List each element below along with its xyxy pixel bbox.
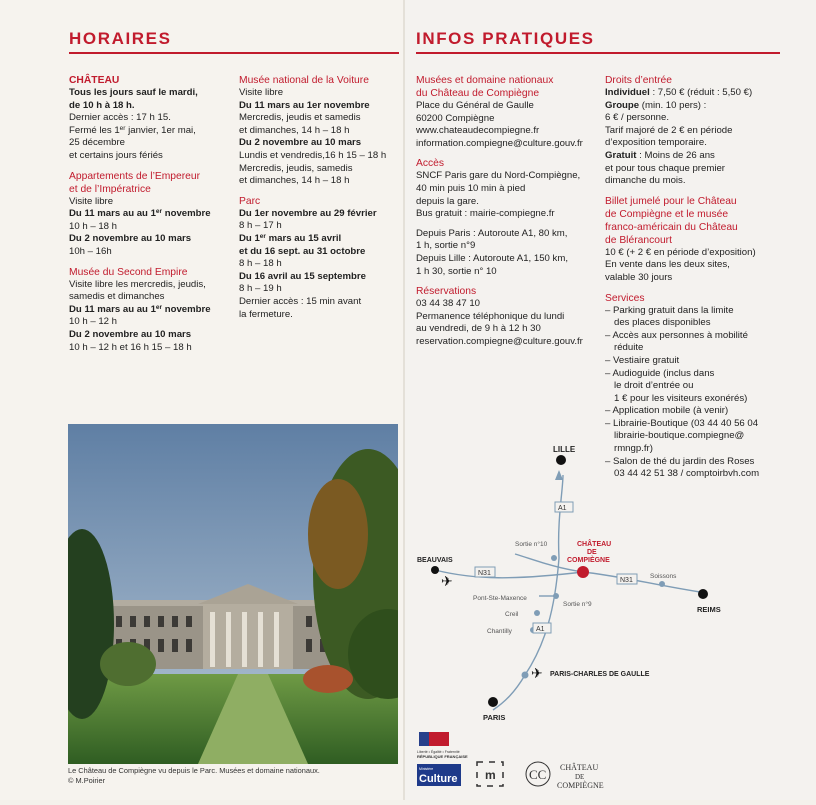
reservations-line: au vendredi, de 9 h à 12 h 30	[416, 323, 541, 335]
acces-heading: Accès	[416, 158, 445, 170]
droits-line: et pour tous chaque premier	[605, 162, 725, 174]
map-label-n31-right: N31	[620, 577, 633, 584]
billet-heading: Billet jumelé pour le Château	[605, 195, 737, 207]
voiture-line: Du 11 mars au 1er novembre	[239, 99, 370, 111]
cdg-dot	[522, 672, 529, 679]
republique-name: RÉPUBLIQUE FRANÇAISE	[417, 754, 468, 759]
rmn-logo-text: m	[485, 768, 496, 782]
chateau-line: Tous les jours sauf le mardi,	[69, 87, 198, 98]
horaires-title: HORAIRES	[69, 29, 172, 48]
parc-line: 8 h – 19 h	[239, 283, 282, 295]
voiture-line: Mercredis, jeudis et samedis	[239, 112, 361, 124]
acces-line: 1 h, sortie n°9	[416, 240, 476, 252]
droits-line: Gratuit : Moins de 26 ans	[605, 149, 715, 161]
chateau-logo-text: CHÂTEAU	[560, 763, 599, 772]
infos-col-left	[416, 74, 604, 349]
services-item: – Accès aux personnes à mobilité	[605, 330, 810, 343]
map-label-beauvais: BEAUVAIS	[417, 557, 453, 564]
appartements-line: Du 11 mars au au 1er novembre	[69, 208, 211, 220]
services-item: 1 € pour les visiteurs exonérés)	[614, 392, 748, 404]
appartements-line: 10h – 16h	[69, 245, 112, 257]
chateau-line: et certains jours fériés	[69, 149, 163, 161]
cc-logo-text: CC	[529, 767, 547, 782]
musees-heading: du Château de Compiègne	[416, 88, 540, 99]
musees-heading: Musées et domaine nationaux	[416, 75, 554, 86]
sortie10-dot	[551, 555, 557, 561]
services-item: – Parking gratuit dans la limite	[605, 305, 810, 318]
parc-heading: Parc	[239, 195, 261, 207]
acces-line: Depuis Lille : Autoroute A1, 150 km,	[416, 252, 568, 264]
map-label-a1-bottom: A1	[536, 626, 545, 633]
parc-line: Du 1er mars au 15 avril	[239, 232, 342, 244]
chateau-heading: CHÂTEAU	[69, 75, 120, 86]
droits-line: 6 € / personne.	[605, 112, 670, 124]
map-label-cdg: PARIS-CHARLES DE GAULLE	[550, 671, 650, 678]
photo-caption	[68, 766, 398, 785]
parc-line: et du 16 sept. au 31 octobre	[239, 245, 366, 257]
voiture-line: Lundis et vendredis,16 h 15 – 18 h	[239, 149, 387, 161]
chateau-line: Dernier accès : 17 h 15.	[69, 112, 171, 124]
chateau-logo-text: DE	[575, 773, 585, 781]
map-label-chateau: CHÂTEAU	[577, 541, 612, 548]
map-label-paris: PARIS	[483, 713, 506, 722]
droits-line: Tarif majoré de 2 € en période	[605, 124, 733, 136]
billet-line: valable 30 jours	[605, 271, 673, 283]
billet-heading: franco-américain du Château	[605, 221, 738, 233]
services-item: – Salon de thé du jardin des Roses	[605, 456, 810, 469]
a1-north-road	[559, 475, 563, 558]
n31-east-road	[583, 572, 700, 592]
second-empire-line: 10 h – 12 h	[69, 316, 118, 328]
soissons-dot	[659, 581, 665, 587]
services-item: réduite	[614, 342, 644, 354]
second-empire-line: Visite libre les mercredis, jeudis,	[69, 278, 206, 290]
parc-line: Dernier accès : 15 min avant	[239, 295, 362, 307]
second-empire-line: Du 11 mars au au 1er novembre	[69, 303, 211, 315]
droits-heading: Droits d’entrée	[605, 75, 672, 86]
appartements-line: 10 h – 18 h	[69, 220, 118, 232]
reservations-line: Permanence téléphonique du lundi	[416, 310, 565, 322]
caption-credit: © M.Poirier	[68, 775, 106, 785]
map-label-reims: REIMS	[697, 605, 721, 614]
culture-logo-text: Culture	[419, 773, 458, 785]
appartements-line: Visite libre	[69, 195, 114, 207]
droits-line: Individuel : 7,50 € (réduit : 5,50 €)	[605, 87, 753, 98]
horaires-col-left	[69, 74, 239, 354]
chateau-line: 25 décembre	[69, 137, 125, 149]
rmn-logo	[477, 762, 503, 786]
n31-west-road	[435, 570, 583, 578]
infos-title: INFOS PRATIQUES	[416, 29, 595, 48]
chateau-logo-text: COMPIÈGNE	[557, 781, 604, 790]
parc-line: Du 16 avril au 15 septembre	[239, 270, 366, 282]
map-label-lille: LILLE	[553, 445, 576, 454]
voiture-heading: Musée national de la Voiture	[239, 75, 369, 86]
map-label-chateau: COMPIÈGNE	[567, 557, 610, 564]
musees-line: Place du Général de Gaulle	[416, 100, 534, 111]
voiture-line: Du 2 novembre au 10 mars	[239, 137, 362, 149]
acces-line: 40 min puis 10 min à pied	[416, 182, 526, 194]
email-link[interactable]: information.compiegne@culture.gouv.fr	[416, 137, 583, 149]
voiture-line: et dimanches, 14 h – 18 h	[239, 124, 350, 136]
republique-motto: Liberté • Égalité • Fraternité	[417, 750, 460, 754]
billet-heading: de Blérancourt	[605, 234, 672, 246]
droits-line: dimanche du mois.	[605, 175, 686, 187]
chateau-line: de 10 h à 18 h.	[69, 99, 135, 111]
map-label-chantilly: Chantilly	[487, 628, 512, 635]
beauvais-dot	[431, 566, 439, 574]
map-label-sortie9: Sortie n°9	[563, 601, 592, 608]
chateau-photo	[68, 424, 398, 764]
culture-logo-ministere: Ministère	[419, 767, 434, 771]
map-label-soissons: Soissons	[650, 573, 677, 580]
map-label-creil: Creil	[505, 611, 519, 618]
acces-line: 1 h 30, sortie n° 10	[416, 265, 497, 277]
reservations-heading: Réservations	[416, 286, 477, 298]
acces-line: SNCF Paris gare du Nord-Compiègne,	[416, 170, 581, 182]
lille-dot	[556, 455, 566, 465]
map-label-pont: Pont-Ste-Maxence	[473, 595, 527, 602]
infos-rule	[416, 52, 780, 54]
services-item: librairie-boutique.compiegne@	[614, 430, 745, 442]
map-label-sortie10: Sortie n°10	[515, 541, 548, 548]
republique-logo	[417, 732, 468, 759]
pont-dot	[553, 593, 559, 599]
map-label-n31-left: N31	[478, 570, 491, 577]
services-item: – Application mobile (à venir)	[605, 405, 810, 418]
appartements-heading: et de l’Impératrice	[69, 183, 151, 195]
services-item: – Vestiaire gratuit	[605, 355, 810, 368]
droits-line: d’exposition temporaire.	[605, 137, 707, 149]
acces-line: Depuis Paris : Autoroute A1, 80 km,	[416, 227, 568, 239]
services-item: 03 44 42 51 38 / comptoirbvh.com	[614, 468, 760, 480]
access-map	[405, 430, 816, 730]
second-empire-line: 10 h – 12 h et 16 h 15 – 18 h	[69, 341, 192, 353]
musees-line: 60200 Compiègne	[416, 112, 495, 124]
chateau-line: Fermé les 1er janvier, 1er mai,	[69, 124, 196, 136]
billet-line: 10 € (+ 2 € en période d’exposition)	[605, 246, 756, 258]
paris-dot	[488, 697, 498, 707]
appartements-heading: Appartements de l’Empereur	[69, 170, 201, 182]
billet-line: En vente dans les deux sites,	[605, 259, 730, 271]
services-item: – Librairie-Boutique (03 44 40 56 04	[605, 418, 810, 431]
voiture-line: Mercredis, jeudis, samedis	[239, 162, 353, 174]
voiture-line: Visite libre	[239, 87, 284, 98]
airplane-icon: ✈	[531, 665, 543, 681]
services-item: des places disponibles	[614, 317, 711, 329]
chateau-dot	[577, 566, 589, 578]
second-empire-line: Du 2 novembre au 10 mars	[69, 328, 192, 340]
services-item: le droit d’entrée ou	[614, 380, 694, 392]
logos-row	[415, 732, 815, 800]
parc-line: 8 h – 18 h	[239, 258, 282, 270]
services-heading: Services	[605, 292, 645, 304]
map-label-chateau: DE	[587, 549, 597, 556]
voiture-line: et dimanches, 14 h – 18 h	[239, 175, 350, 187]
second-empire-heading: Musée du Second Empire	[69, 266, 188, 278]
services-item: rmngp.fr)	[614, 443, 653, 455]
horaires-col-right	[239, 74, 404, 321]
reservations-phone: 03 44 38 47 10	[416, 298, 481, 310]
second-empire-line: samedis et dimanches	[69, 291, 165, 303]
reservations-email-link[interactable]: reservation.compiegne@culture.gouv.fr	[416, 335, 583, 347]
horaires-rule	[69, 52, 399, 54]
caption-text: Le Château de Compiègne vu depuis le Parc. Musées et domaine nationaux.	[68, 766, 320, 775]
parc-line: 8 h – 17 h	[239, 220, 282, 232]
droits-line: Groupe (min. 10 pers) :	[605, 99, 707, 111]
reims-dot	[698, 589, 708, 599]
airplane-icon: ✈	[441, 573, 453, 589]
creil-dot	[534, 610, 540, 616]
services-item: – Audioguide (inclus dans	[605, 368, 810, 381]
map-label-a1-top: A1	[558, 505, 567, 512]
billet-heading: de Compiègne et le musée	[605, 208, 729, 220]
acces-line: Bus gratuit : mairie-compiegne.fr	[416, 208, 555, 220]
parc-line: Du 1er novembre au 29 février	[239, 207, 377, 219]
acces-line: depuis la gare.	[416, 195, 479, 207]
website-link[interactable]: www.chateaudecompiegne.fr	[416, 125, 540, 137]
infos-col-right	[605, 74, 810, 481]
appartements-line: Du 2 novembre au 10 mars	[69, 233, 192, 245]
north-arrow-icon	[555, 470, 563, 480]
parc-line: la fermeture.	[239, 308, 293, 320]
